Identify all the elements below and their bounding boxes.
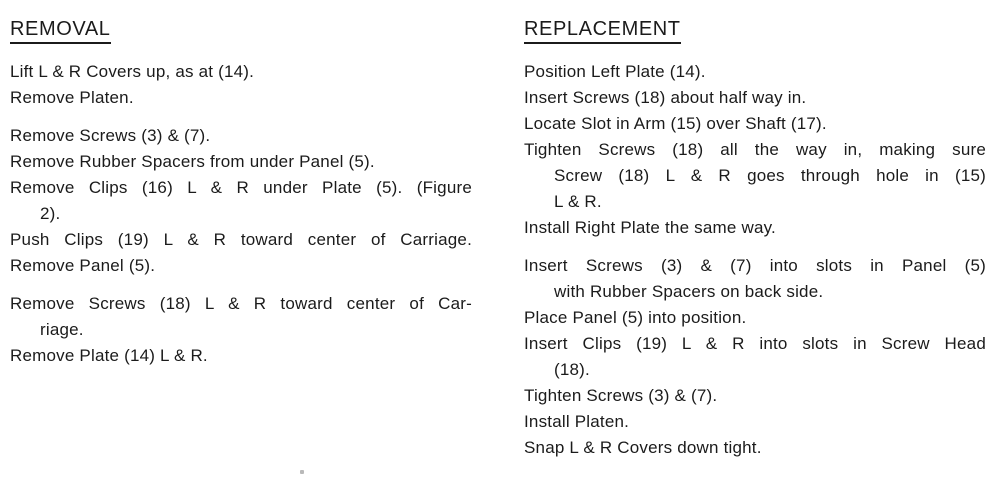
- text-line: Insert Screws (18) about half way in.: [524, 88, 807, 107]
- step-group: [524, 59, 986, 241]
- text-line: Push Clips (19) L & R toward center of Carriage.: [10, 230, 472, 249]
- text-line-continuation: riage.: [40, 320, 84, 339]
- text-line-continuation: 2).: [40, 204, 61, 223]
- text-line: Place Panel (5) into position.: [524, 308, 747, 327]
- text-line: Remove Screws (3) & (7).: [10, 126, 211, 145]
- text-line: Install Platen.: [524, 412, 630, 431]
- text-line-continuation: Screw (18) L & R goes through hole in (15): [554, 166, 986, 185]
- removal-section: [10, 18, 472, 381]
- text-line-continuation: L & R.: [554, 192, 602, 211]
- text-line: Remove Plate (14) L & R.: [10, 346, 208, 365]
- removal-heading: REMOVAL: [10, 18, 111, 44]
- text-line: Remove Platen.: [10, 88, 134, 107]
- text-line: Insert Clips (19) L & R into slots in Screw Head: [524, 334, 986, 353]
- replacement-heading: REPLACEMENT: [524, 18, 681, 44]
- text-line: Remove Panel (5).: [10, 256, 156, 275]
- text-line: Tighten Screws (18) all the way in, making sure: [524, 140, 986, 159]
- replacement-section: [524, 18, 986, 473]
- text-line: Locate Slot in Arm (15) over Shaft (17).: [524, 114, 827, 133]
- text-line: Snap L & R Covers down tight.: [524, 438, 762, 457]
- text-line-continuation: (18).: [554, 360, 590, 379]
- step-group: [10, 59, 472, 111]
- step-group: [10, 291, 472, 369]
- text-line-continuation: with Rubber Spacers on back side.: [554, 282, 824, 301]
- text-line: Remove Rubber Spacers from under Panel (5).: [10, 152, 375, 171]
- text-line: Remove Clips (16) L & R under Plate (5). (Figure: [10, 178, 472, 197]
- text-line: Position Left Plate (14).: [524, 62, 706, 81]
- text-line: Remove Screws (18) L & R toward center of Car-: [10, 294, 472, 313]
- text-line: Insert Screws (3) & (7) into slots in Panel (5): [524, 256, 986, 275]
- text-line: Lift L & R Covers up, as at (14).: [10, 62, 255, 81]
- text-line: Tighten Screws (3) & (7).: [524, 386, 718, 405]
- step-group: [524, 253, 986, 461]
- step-group: [10, 123, 472, 279]
- scan-artifact-dot: [300, 470, 304, 474]
- text-line: Install Right Plate the same way.: [524, 218, 776, 237]
